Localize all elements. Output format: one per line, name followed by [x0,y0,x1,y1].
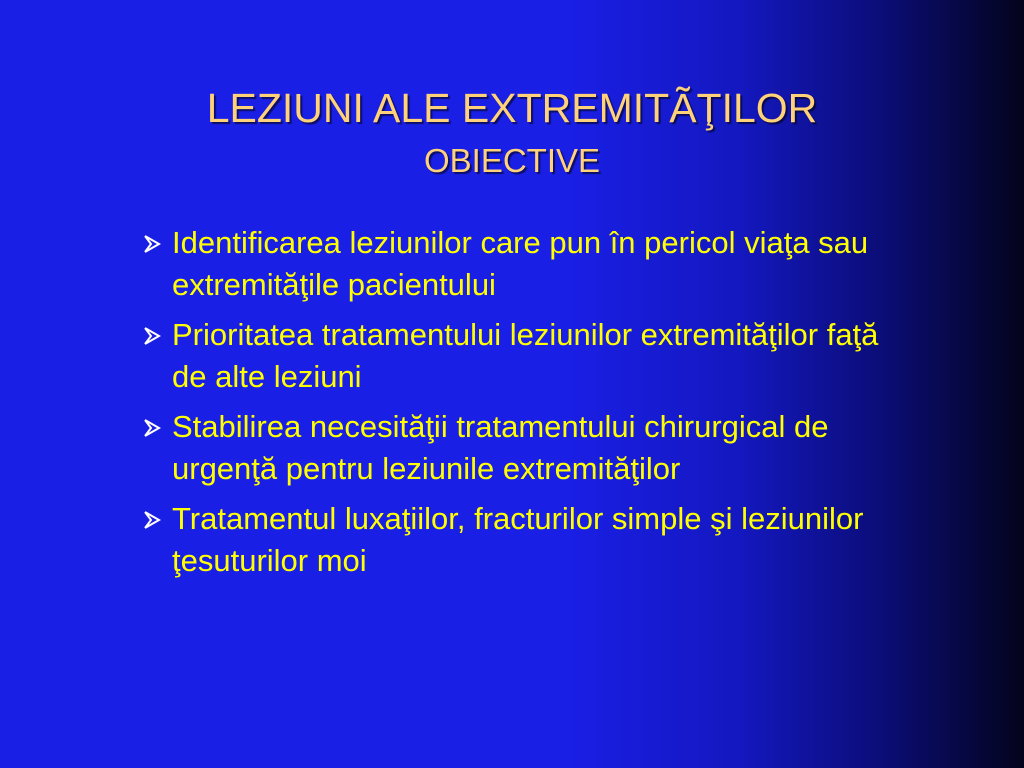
arrow-bullet-icon [140,314,168,356]
list-item [140,314,920,398]
bullet-text: Tratamentul luxaţiilor, fracturilor simple şi leziunilor ţesuturilor moi [172,501,864,578]
arrow-bullet-icon [140,498,168,540]
slide-title: LEZIUNI ALE EXTREMITÃŢILOR [206,85,818,131]
list-item [140,222,920,306]
list-item [140,406,920,490]
bullet-list [140,222,920,590]
list-item [140,498,920,582]
slide-subtitle: OBIECTIVE [423,142,601,179]
arrow-bullet-icon [140,406,168,448]
bullet-text: Stabilirea necesităţii tratamentului chirurgical de urgenţă pentru leziunile extremităţilor [172,409,829,486]
bullet-text: Identificarea leziunilor care pun în pericol viaţa sau extremităţile pacientului [172,225,869,302]
bullet-text: Prioritatea tratamentului leziunilor extremităţilor faţă de alte leziuni [172,317,879,394]
arrow-bullet-icon [140,222,168,264]
